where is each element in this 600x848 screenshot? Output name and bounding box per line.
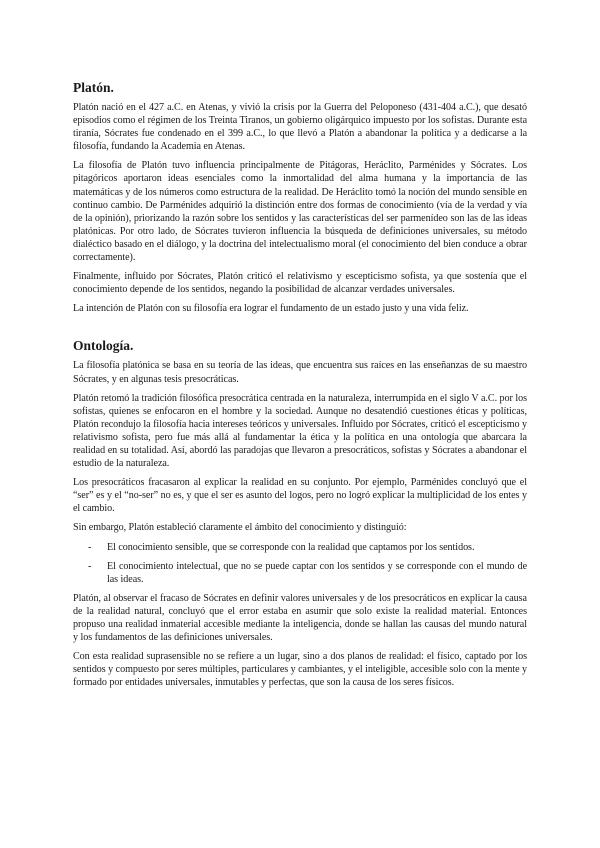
list-dash: - xyxy=(88,541,92,553)
paragraph: Con esta realidad suprasensible no se refiere a un lugar, sino a dos planos de realidad: el físico, captado por los sentidos y compuesto por seres múltiples, particulares y cambiantes, y el inteligible, accesible solo con la mente y formado por entidades universales, inmutables y perfectas, que son la causa de los seres físicos. xyxy=(73,651,527,689)
paragraph: Platón retomó la tradición filosófica presocrática centrada en la naturaleza, interrumpida en el siglo V a.C. por los sofistas, quienes se enfocaron en el hombre y la sociedad. Aunque no desatendió cuestiones éticas y políticas, Platón recondujo la filosofía hacia intereses teóricos y universales. Influido por Sócrates, criticó el escepticismo y relativismo sofista, pero fue más allá al fundamentar la ética y la política en una ontología que abarcara la realidad en su totalidad. Así, abordó las paradojas que llevaron a presocráticos, sofistas y Sócrates a abandonar el estudio de la naturaleza. xyxy=(73,392,527,470)
list-item-text: El conocimiento sensible, que se corresponde con la realidad que captamos por los sentidos. xyxy=(107,541,475,553)
paragraph: Platón, al observar el fracaso de Sócrates en definir valores universales y de los presocráticos en explicar la causa de la realidad natural, concluyó que el error estaba en asumir que solo existe la realidad material. Entonces propuso una realidad inmaterial accesible mediante la inteligencia, donde se hallan las causas del mundo natural y los fundamentos de las definiciones universales. xyxy=(73,592,527,644)
list-item xyxy=(73,541,527,554)
paragraph: Finalmente, influido por Sócrates, Platón criticó el relativismo y escepticismo sofista, ya que sostenía que el conocimiento depende de los sentidos, negando la posibilidad de alcanzar verdades universales. xyxy=(73,271,527,296)
section-heading-ontologia: Ontología. xyxy=(73,338,134,354)
section-heading-platon: Platón. xyxy=(73,80,114,95)
paragraph: Los presocráticos fracasaron al explicar la realidad en su conjunto. Por ejemplo, Parménides concluyó que el “ser” es y el “no-ser” no es, y que el ser es asunto del logos, pero no logró explicar la multiplicidad de los entes y el cambio. xyxy=(73,477,527,515)
list-dash: - xyxy=(88,560,92,572)
paragraph: La filosofía de Platón tuvo influencia principalmente de Pitágoras, Heráclito, Parménides y Sócrates. Los pitagóricos aportaron ideas esenciales como la inmortalidad del alma humana y la importancia de las matemáticas y de los números como estructura de la realidad. De Heráclito tomó la noción del mundo sensible en continuo cambio. De Parménides adquirió la distinción entre dos formas de conocimiento (vía de la verdad y vía de la opinión), priorizando la razón sobre los sentidos y las características del ser parmenídeo son las de las ideas platónicas. Por otro lado, de Sócrates tuvieron influencia la búsqueda de definiciones universales, su método dialéctico basado en el diálogo, y la doctrina del intelectualismo moral (el conocimiento del bien conduce a obrar correctamente). xyxy=(73,160,527,264)
list-item-text: El conocimiento intelectual, que no se puede captar con los sentidos y se corresponde con el mundo de las ideas. xyxy=(107,560,527,585)
list-item xyxy=(73,560,527,586)
paragraph: La filosofía platónica se basa en su teoría de las ideas, que encuentra sus raíces en las enseñanzas de su maestro Sócrates, y en algunas tesis presocráticas. xyxy=(73,360,527,385)
paragraph: La intención de Platón con su filosofía era lograr el fundamento de un estado justo y una vida feliz. xyxy=(73,303,469,315)
document-body xyxy=(73,80,527,695)
paragraph: Sin embargo, Platón estableció claramente el ámbito del conocimiento y distinguió: xyxy=(73,522,407,534)
knowledge-types-list xyxy=(73,541,527,586)
paragraph: Platón nació en el 427 a.C. en Atenas, y vivió la crisis por la Guerra del Peloponeso (431-404 a.C.), que desató episodios como el régimen de los Treinta Tiranos, un gobierno oligárquico impuesto por los sofistas. Durante esta tiranía, Sócrates fue condenado en el 399 a.C., lo que llevó a Platón a abandonar la política y a dedicarse a la filosofía, fundando la Academia en Atenas. xyxy=(73,102,527,153)
